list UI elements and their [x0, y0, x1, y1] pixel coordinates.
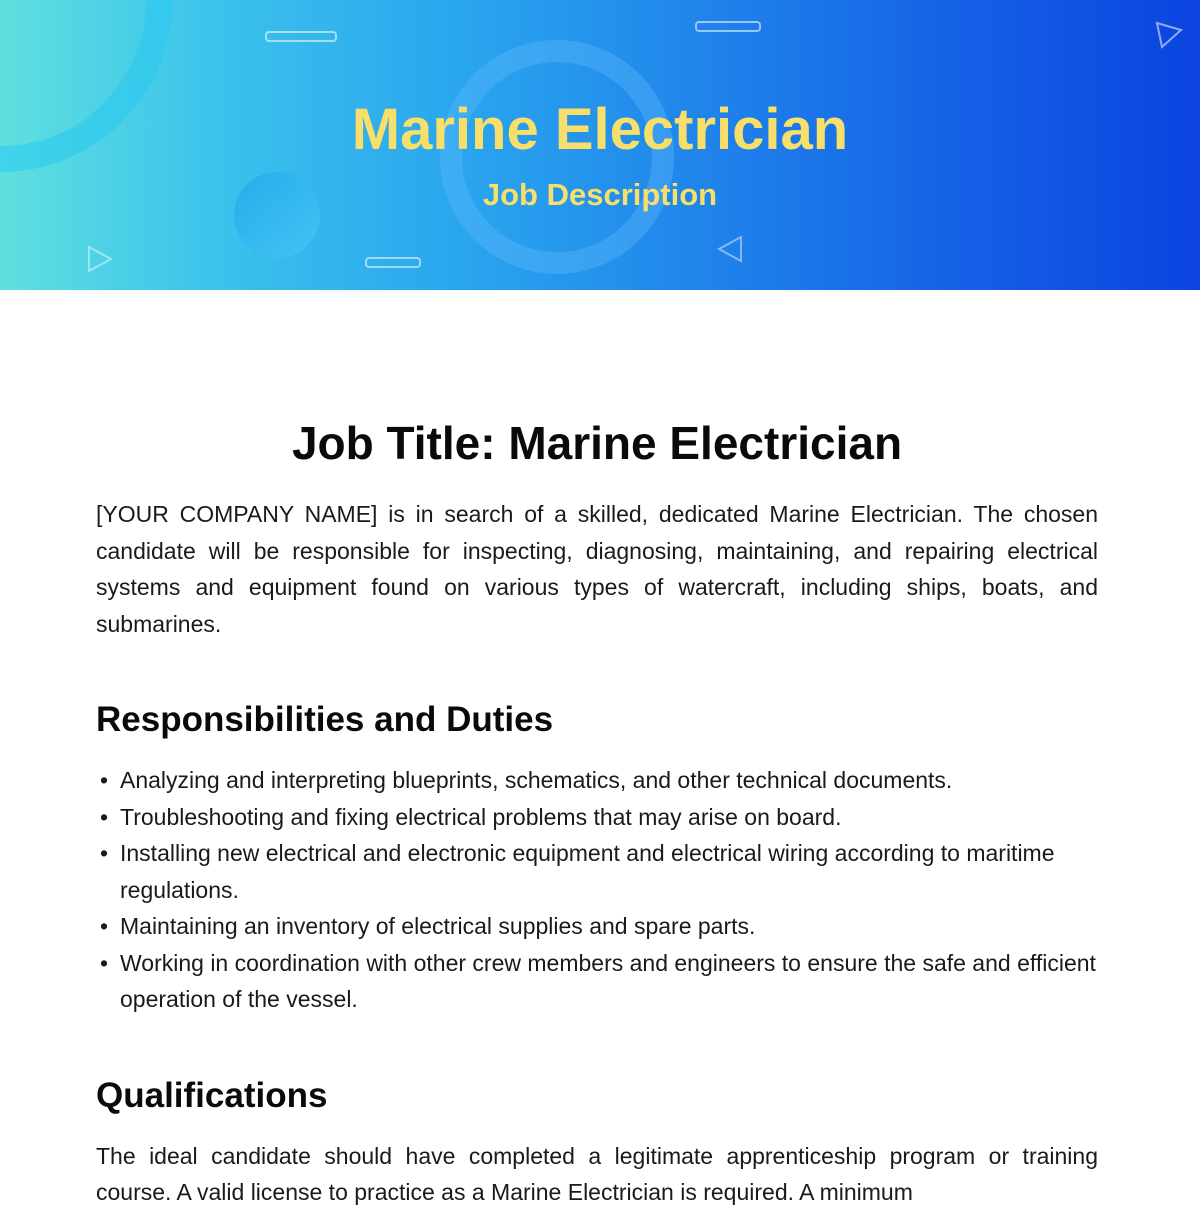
list-item-text: Maintaining an inventory of electrical supplies and spare parts.: [120, 913, 756, 939]
qualifications-heading: Qualifications: [96, 1075, 328, 1115]
responsibilities-list: [96, 762, 1098, 1018]
triangle-left-icon: [716, 234, 744, 264]
bullet-icon: •: [100, 767, 109, 793]
bullet-icon: •: [100, 803, 109, 830]
decorative-pill: [365, 257, 421, 268]
qualifications-paragraph: The ideal candidate should have completed a legitimate apprenticeship program or training course. A valid license to practice as a Marine Electrician is required. A minimum: [96, 1142, 1098, 1205]
list-item-text: Working in coordination with other crew members and engineers to ensure the safe and efficient operation of the vessel.: [120, 949, 1096, 1012]
responsibilities-heading: Responsibilities and Duties: [96, 700, 554, 739]
decorative-pill: [695, 21, 761, 32]
intro-paragraph: [YOUR COMPANY NAME] is in search of a skilled, dedicated Marine Electrician. The chosen candidate will be responsible for inspecting, diagnosing, maintaining, and repairing electrical systems and equipment found on various types of watercraft, including ships, boats, and submarines.: [96, 501, 1098, 637]
list-item-text: Installing new electrical and electronic equipment and electrical wiring according to maritime regulations.: [120, 840, 1055, 903]
decorative-pill: [265, 31, 337, 42]
job-title: Job Title: Marine Electrician: [291, 417, 903, 469]
list-item: [96, 762, 1098, 799]
list-item: [96, 945, 1098, 1018]
triangle-right-icon: [1154, 20, 1184, 50]
list-item-text: Troubleshooting and fixing electrical problems that may arise on board.: [120, 803, 842, 830]
list-item-text: Analyzing and interpreting blueprints, schematics, and other technical documents.: [120, 767, 953, 793]
document-body: [96, 410, 1098, 1211]
list-item: [96, 908, 1098, 945]
list-item: [96, 835, 1098, 908]
banner-title: Marine Electrician: [351, 97, 849, 162]
triangle-right-icon: [86, 244, 114, 274]
bullet-icon: •: [100, 913, 109, 939]
header-banner: [0, 0, 1200, 290]
bullet-icon: •: [100, 840, 109, 866]
list-item: [96, 799, 1098, 836]
bullet-icon: •: [100, 949, 109, 976]
banner-subtitle: Job Description: [482, 177, 718, 212]
